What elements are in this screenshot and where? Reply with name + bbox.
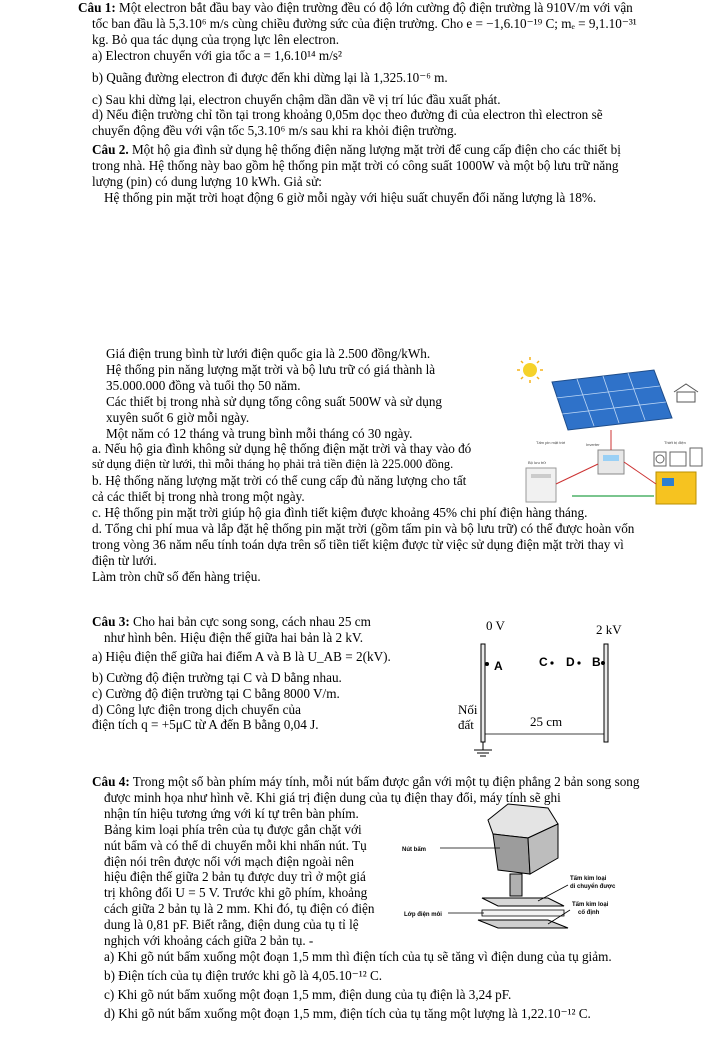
- point-d-dot: [577, 661, 580, 664]
- q4-line8: trị không đổi U = 5 V. Trước khi gõ phím, khoảng: [104, 885, 368, 901]
- q1-option-c: c) Sau khi dừng lại, electron chuyển chậm dần dần về vị trí lúc đầu xuất phát.: [92, 91, 501, 107]
- fig-label-storage: Bộ lưu trữ: [528, 460, 547, 465]
- q1-title: Câu 1:: [78, 0, 116, 15]
- q3-option-a: a) Hiệu điện thế giữa hai điểm A và B là U_AB = 2(kV).: [92, 648, 391, 664]
- q4-line7: hiệu điện thế giữa 2 bản tụ được duy trì ở một giá: [104, 869, 366, 885]
- label-ground-2: đất: [458, 717, 474, 732]
- solar-system-figure: [514, 356, 714, 506]
- q2-option-d2: trong vòng 36 năm nếu tính toán dựa trên số tiền tiết kiệm được từ việc sử dụng điện mặt trời thay vì: [92, 536, 624, 552]
- label-moving-plate-2: di chuyển được: [570, 884, 616, 890]
- point-c-dot: [550, 661, 553, 664]
- q3-option-c: c) Cường độ điện trường tại C bằng 8000 V/m.: [92, 685, 340, 701]
- q2-option-b2: cả các thiết bị trong nhà trong một ngày.: [92, 489, 305, 505]
- q3-line2: như hình bên. Hiệu điện thế giữa hai bản là 2 kV.: [104, 629, 364, 645]
- q2-option-c: c. Hệ thống pin mặt trời giúp hộ gia đình tiết kiệm được khoảng 45% chi phí điện hàng tháng.: [92, 505, 588, 521]
- q1-line1: Một electron bắt đầu bay vào điện trường đều có độ lớn cường độ điện trường là 910V/m với vận: [119, 0, 633, 15]
- q4-line2: được minh họa như hình vẽ. Khi giá trị điện dung của tụ điện thay đổi, máy tính sẽ ghi: [104, 789, 561, 805]
- q1-line3: kg. Bỏ qua tác dụng của trọng lực lên electron.: [92, 31, 340, 47]
- right-plate: [604, 644, 608, 742]
- power-box-icon: [656, 472, 696, 504]
- stem: [510, 874, 522, 896]
- inverter-icon: [598, 450, 624, 474]
- label-fixed-plate-1: Tấm kim loại: [572, 902, 609, 908]
- house-icon: [674, 384, 698, 402]
- q2-line1: Một hộ gia đình sử dụng hệ thống điện năng lượng mặt trời để cung cấp điện cho các thiết bị: [131, 142, 621, 157]
- q2-bullet4b: xuyên suốt 6 giờ mỗi ngày.: [106, 409, 250, 425]
- q2-option-d1: d. Tổng chi phí mua và lắp đặt hệ thống pin mặt trời (gồm tấm pin và bộ lưu trữ) có thể được hoàn vốn: [92, 520, 635, 536]
- label-key: Nút bấm: [402, 847, 426, 853]
- fig-label-devices: Thiết bị điện: [664, 440, 686, 445]
- q4-option-d: d) Khi gõ nút bấm xuống một đoạn 1,5 mm, điện tích của tụ tăng một lượng là 1,22.10⁻¹² C.: [104, 1005, 591, 1021]
- q4-line1: Trong một số bàn phím máy tính, mỗi nút bấm được gắn với một tụ điện phẳng 2 bản song song: [132, 774, 640, 789]
- label-distance: 25 cm: [530, 714, 563, 729]
- keyboard-capacitor-figure: [398, 798, 648, 954]
- fixed-plate: [478, 920, 568, 928]
- dielectric-layer: [482, 910, 564, 916]
- fig-label-panel: Tấm pin mặt trời: [536, 440, 566, 445]
- question-2: [0, 142, 720, 206]
- question-1: [0, 0, 720, 139]
- q4-line5: nút bấm và có thể di chuyển mỗi khi nhấn nút. Tụ: [104, 837, 367, 853]
- q2-option-b1: b. Hệ thống năng lượng mặt trời có thể cung cấp đủ năng lượng cho tất: [92, 473, 467, 489]
- q2-bullet4a: • Các thiết bị trong nhà sử dụng tổng công suất 500W và sử dụng: [106, 394, 546, 410]
- q4-line11: nghịch với khoảng cách giữa 2 bản tụ. -: [104, 933, 314, 949]
- label-d: D: [566, 655, 575, 669]
- q2-option-a1: a. Nếu hộ gia đình không sử dụng hệ thống điện mặt trời và thay vào đó: [92, 441, 472, 457]
- q4-option-c: c) Khi gõ nút bấm xuống một đoạn 1,5 mm, điện dung của tụ điện là 3,24 pF.: [104, 986, 512, 1002]
- q4-line9: cách giữa 2 bản tụ là 2 mm. Khi đó, tụ điện có điện: [104, 901, 375, 917]
- label-0v: 0 V: [486, 618, 505, 633]
- label-b: B: [592, 655, 601, 669]
- q2-line2: trong nhà. Hệ thống này bao gồm hệ thống pin mặt trời có công suất 1000W và một bộ lưu trữ năng: [92, 157, 619, 173]
- q2-bullet1: • Hệ thống pin mặt trời hoạt động 6 giờ mỗi ngày với hiệu suất chuyển đổi năng lượng là 18%.: [104, 190, 720, 206]
- q2-bullet2: • Giá điện trung bình từ lưới điện quốc gia là 2.500 đồng/kWh.: [106, 346, 546, 362]
- q3-option-b: b) Cường độ điện trường tại C và D bằng nhau.: [92, 669, 342, 685]
- parallel-plates-figure: [446, 614, 646, 759]
- label-moving-plate-1: Tấm kim loại: [570, 876, 607, 882]
- q2-bullet5: • Một năm có 12 tháng và trung bình mỗi tháng có 30 ngày.: [106, 426, 546, 442]
- point-a-dot: [485, 662, 489, 666]
- label-ground-1: Nối: [458, 702, 478, 717]
- q4-line4: Bảng kim loại phía trên của tụ được gắn chặt với: [104, 821, 362, 837]
- sun-icon: [517, 357, 543, 383]
- q2-option-d3: điện từ lưới.: [92, 552, 157, 568]
- ground-symbol: [474, 742, 492, 756]
- label-fixed-plate-2: cố định: [578, 910, 600, 916]
- q3-option-d1: d) Công lực điện trong dịch chuyển của: [92, 701, 301, 717]
- q2-rounding-note: Làm tròn chữ số đến hàng triệu.: [92, 568, 261, 584]
- left-plate: [481, 644, 485, 742]
- label-2kv: 2 kV: [596, 622, 622, 637]
- solar-panel-icon: [552, 370, 672, 430]
- q1-option-d2: chuyển động đều với vận tốc 5,3.10⁶ m/s sau khi ra khỏi điện trường.: [92, 123, 457, 139]
- fig-label-inverter: Inverter: [586, 442, 600, 447]
- appliance-icons: [654, 448, 702, 466]
- label-c: C: [539, 655, 548, 669]
- q2-title: Câu 2.: [92, 142, 129, 157]
- moving-plate: [482, 898, 564, 906]
- q4-option-a: a) Khi gõ nút bấm xuống một đoạn 1,5 mm thì điện tích của tụ sẽ tăng vì điện dung của tụ giảm.: [104, 948, 612, 964]
- q4-line3: nhận tín hiệu tương ứng với kí tự trên bàn phím.: [104, 805, 359, 821]
- q1-option-b: b) Quãng đường electron đi được đến khi dừng lại là 1,325.10⁻⁶ m.: [92, 69, 448, 85]
- q2-bullet3a: • Hệ thống pin năng lượng mặt trời và bộ lưu trữ có giá thành là: [106, 362, 546, 378]
- key-button-icon: [488, 804, 558, 874]
- q3-option-d2: điện tích q = +5μC từ A đến B bằng 0,04 J.: [92, 717, 319, 733]
- q1-option-a: a) Electron chuyển với gia tốc a = 1,6.10¹⁴ m/s²: [92, 47, 342, 63]
- q3-title: Câu 3:: [92, 614, 130, 629]
- label-dielectric: Lớp điện môi: [404, 912, 442, 918]
- battery-icon: [526, 468, 556, 502]
- q2-option-a2: sử dụng điện từ lưới, thì mỗi tháng họ phải trả tiền điện là 225.000 đồng.: [92, 457, 454, 472]
- q2-bullet3b: 35.000.000 đồng và tuổi thọ 50 năm.: [106, 377, 301, 393]
- q3-line1: Cho hai bản cực song song, cách nhau 25 cm: [133, 614, 371, 629]
- q4-option-b: b) Điện tích của tụ điện trước khi gõ là 4,05.10⁻¹² C.: [104, 967, 383, 983]
- q4-title: Câu 4:: [92, 774, 130, 789]
- label-a: A: [494, 659, 503, 673]
- q4-line10: dung là 0,81 pF. Biết rằng, điện dung của tụ tỉ lệ: [104, 917, 359, 933]
- q1-option-d1: d) Nếu điện trường chỉ tồn tại trong khoảng 0,05m dọc theo đường đi của electron thì electron sẽ: [92, 107, 603, 123]
- q2-line3: lượng (pin) có dung lượng 10 kWh. Giả sử:: [92, 173, 322, 189]
- q1-line2: tốc ban đầu là 5,3.10⁶ m/s cùng chiều đường sức của điện trường. Cho e = −1,6.10⁻¹⁹ C; mₑ = 9,1.10⁻³¹: [92, 15, 637, 31]
- point-b-dot: [601, 661, 605, 665]
- q4-line6: điện nói trên được nối với mạch điện ngoài nên: [104, 853, 354, 869]
